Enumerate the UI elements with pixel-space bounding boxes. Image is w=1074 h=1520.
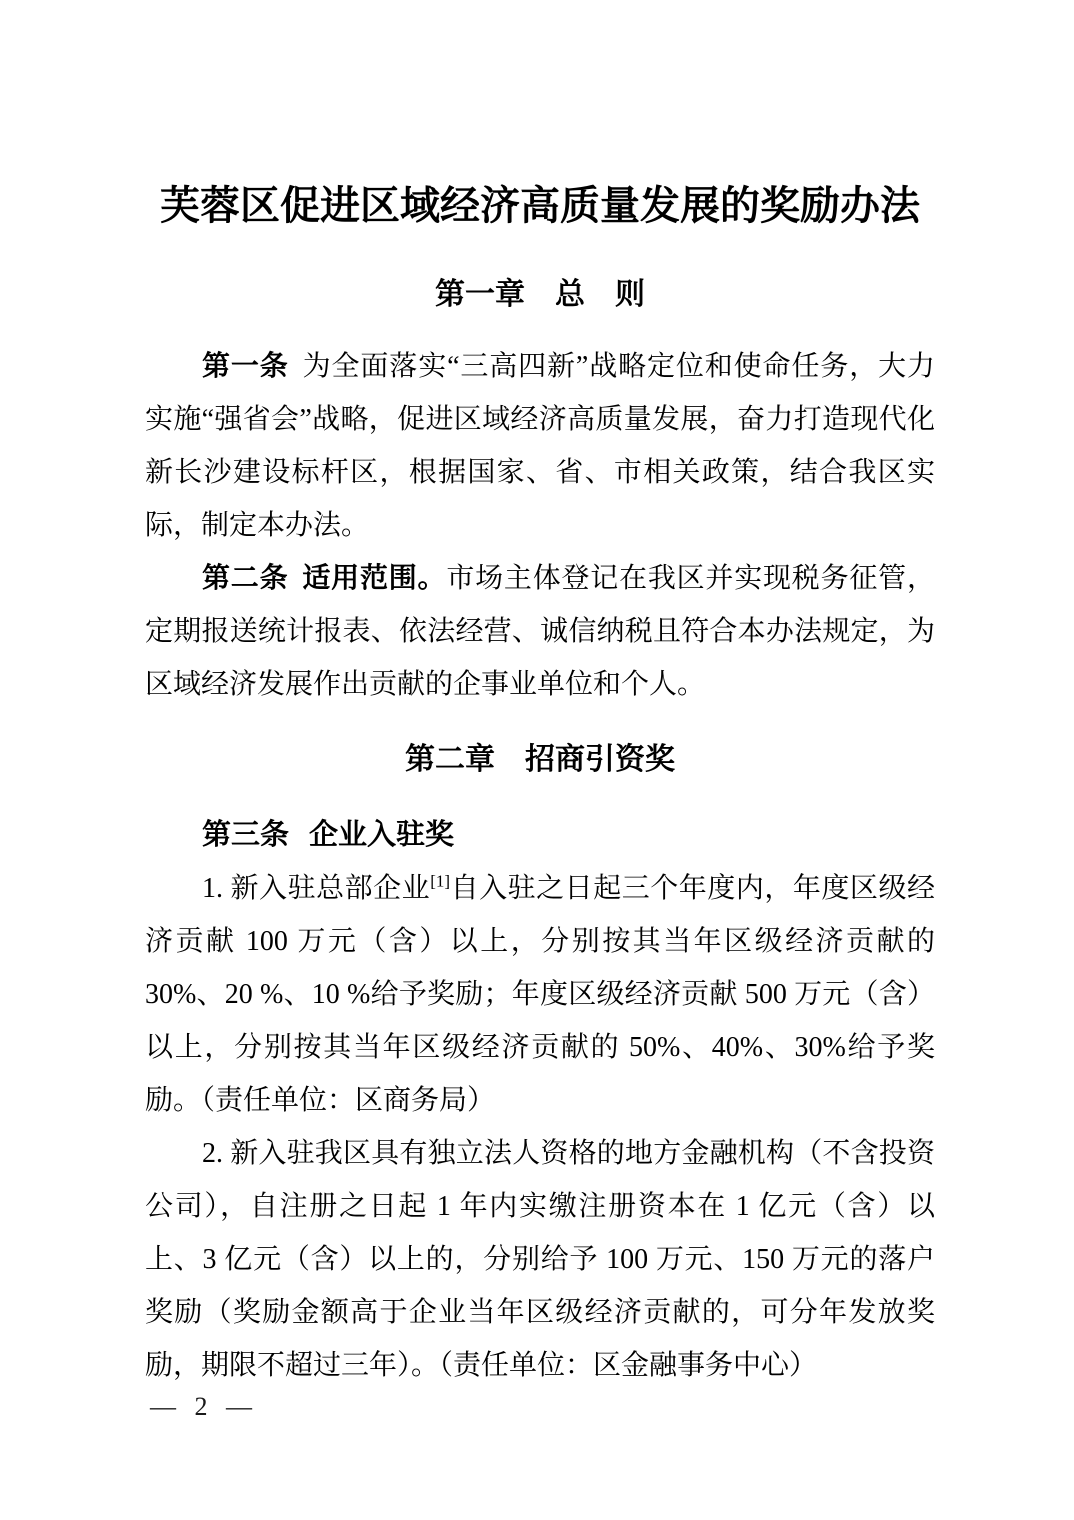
chapter-1-heading: 第一章 总 则	[435, 278, 645, 311]
article-3-heading	[145, 819, 935, 852]
item-2-paragraph	[145, 1127, 935, 1392]
item-2-text: 2. 新入驻我区具有独立法人资格的地方金融机构（不含投资公司），自注册之日起 1 年内实缴注册资本在 1 亿元（含）以上、3 亿元（含）以上的，分别给予 100 万元、150 万元的落户奖励（奖励金额高于企业当年区级经济贡献的，可分年发放奖励，期限不超过三年）。（责任单位：区金融事务中心）	[145, 1138, 935, 1381]
article-1-label: 第一条	[202, 351, 289, 382]
item-1-text-post: 自入驻之日起三个年度内，年度区级经济贡献 100 万元（含）以上，分别按其当年区级经济贡献的 30%、20 %、10 %给予奖励；年度区级经济贡献 500 万元（含）以上，分别按其当年区级经济贡献的 50%、40%、30%给予奖励。（责任单位：区商务局）	[145, 873, 935, 1116]
article-1-paragraph	[145, 340, 935, 552]
article-2-bold-lead: 适用范围。	[302, 563, 447, 594]
article-1-text: 为全面落实“三高四新”战略定位和使命任务，大力实施“强省会”战略，促进区域经济高质量发展，奋力打造现代化新长沙建设标杆区，根据国家、省、市相关政策，结合我区实际，制定本办法。	[145, 351, 935, 541]
document-title: 芙蓉区促进区域经济高质量发展的奖励办法	[160, 183, 920, 228]
item-1-text-pre: 1. 新入驻总部企业	[202, 873, 431, 904]
article-3-title: 企业入驻奖	[309, 819, 455, 851]
article-2-text: 市场主体登记在我区并实现税务征管，定期报送统计报表、依法经营、诚信纳税且符合本办法规定，为区域经济发展作出贡献的企事业单位和个人。	[145, 563, 935, 700]
footnote-marker-1: [1]	[430, 871, 451, 891]
chapter-2-heading: 第二章 招商引资奖	[405, 743, 675, 776]
page-number: — 2 —	[150, 1392, 258, 1421]
article-3-label: 第三条	[202, 819, 290, 851]
article-2-label: 第二条	[202, 563, 289, 594]
article-2-paragraph	[145, 552, 935, 711]
item-1-paragraph	[145, 862, 935, 1127]
